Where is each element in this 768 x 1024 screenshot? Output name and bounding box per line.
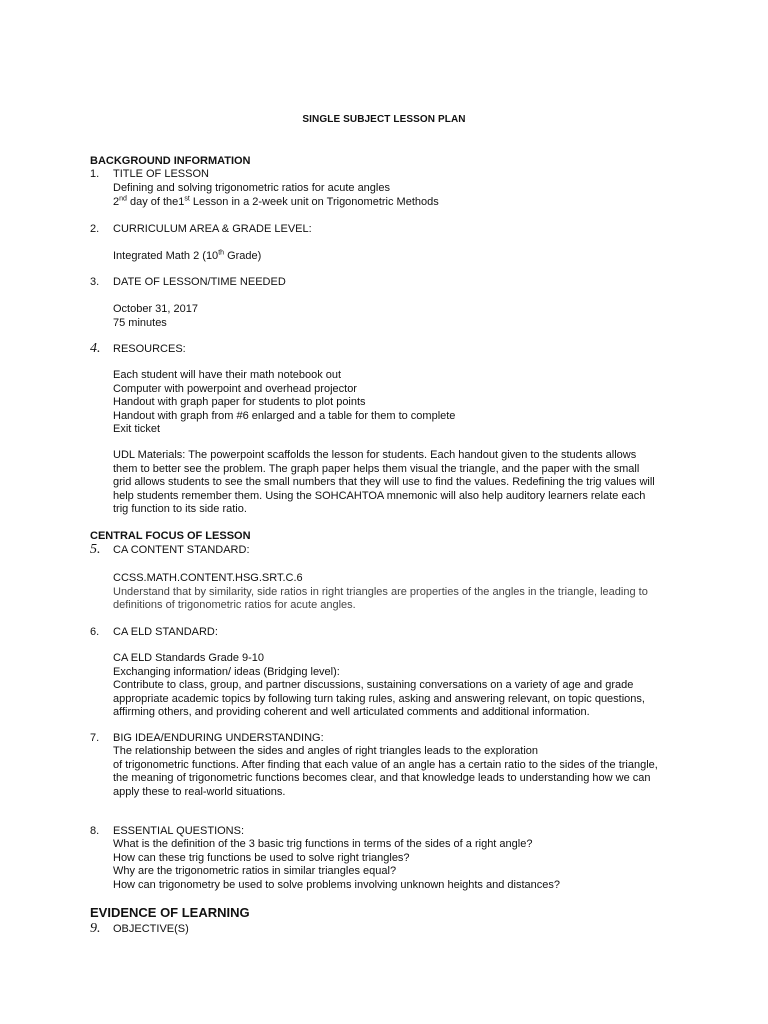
item-number-1: 1. (90, 168, 100, 180)
resource-item: Handout with graph paper for students to plot points (113, 396, 366, 408)
resource-item: Each student will have their math notebook out (113, 369, 342, 381)
paragraph-line: the meaning of trigonometric functions becomes clear, and that knowledge leads to understanding how we can (113, 772, 651, 784)
lesson-day-line (113, 196, 693, 210)
resource-item: Handout with graph from #6 enlarged and a table for them to complete (113, 409, 456, 422)
day-text: day of the1 (126, 195, 185, 208)
item-heading-objectives: OBJECTIVE(S) (113, 923, 189, 935)
standard-description-line: Understand that by similarity, side ratios in right triangles are properties of the angles in the triangle, leading to (113, 585, 648, 598)
udl-materials-paragraph (113, 449, 693, 517)
item-number-4: 4. (90, 341, 101, 356)
content-standard-text (113, 572, 693, 613)
date-text (113, 303, 693, 330)
paragraph-line: Contribute to class, group, and partner discussions, sustaining conversations on a variety of age and grade (113, 679, 634, 691)
item-number-3: 3. (90, 276, 100, 288)
essential-questions-list (113, 838, 693, 892)
paragraph-line: The relationship between the sides and angles of right triangles leads to the exploration (113, 745, 538, 757)
paragraph-line: trig function to its side ratio. (113, 503, 247, 515)
ordinal-suffix: st (184, 194, 190, 202)
question-item: Why are the trigonometric ratios in similar triangles equal? (113, 865, 397, 877)
item-heading-curriculum: CURRICULUM AREA & GRADE LEVEL: (113, 223, 312, 235)
item-heading-eld-standard: CA ELD STANDARD: (113, 626, 218, 638)
section-heading-evidence: EVIDENCE OF LEARNING (90, 905, 250, 920)
paragraph-line: CA ELD Standards Grade 9-10 (113, 652, 265, 664)
paragraph-line: Exchanging information/ ideas (Bridging level): (113, 665, 340, 678)
item-number-9: 9. (90, 921, 101, 936)
lesson-title-text (113, 182, 693, 209)
duration-line: 75 minutes (113, 316, 167, 329)
eld-standard-text (113, 652, 693, 720)
question-item: What is the definition of the 3 basic trig functions in terms of the sides of a right angle? (113, 838, 533, 850)
item-number-6: 6. (90, 626, 100, 638)
grade-text: Grade) (224, 250, 262, 262)
resources-list (113, 369, 693, 437)
section-heading-background: BACKGROUND INFORMATION (90, 155, 251, 167)
paragraph-line: help students remember them. Using the SOHCAHTOA mnemonic will also help auditory learners relate each (113, 489, 646, 502)
ordinal-suffix: th (218, 249, 225, 257)
question-item: How can these trig functions be used to solve right triangles? (113, 851, 410, 864)
item-number-8: 8. (90, 825, 100, 837)
curriculum-text (113, 250, 693, 264)
unit-text: Lesson in a 2-week unit on Trigonometric Methods (189, 195, 439, 208)
paragraph-line: them to better see the problem. The graph paper helps them visual the triangle, and the paper with the small (113, 462, 640, 475)
item-heading-content-standard: CA CONTENT STANDARD: (113, 544, 250, 556)
paragraph-line: of trigonometric functions. After finding that each value of an angle has a certain ratio to the sides of the triangle, (113, 758, 658, 771)
item-heading-resources: RESOURCES: (113, 343, 186, 355)
item-heading-essential-questions: ESSENTIAL QUESTIONS: (113, 825, 245, 837)
item-number-2: 2. (90, 223, 100, 235)
document-title: SINGLE SUBJECT LESSON PLAN (302, 114, 466, 125)
ordinal-suffix: nd (119, 194, 127, 202)
resource-item: Computer with powerpoint and overhead projector (113, 382, 357, 395)
item-number-5: 5. (90, 542, 101, 557)
item-number-7: 7. (90, 732, 100, 744)
question-item: How can trigonometry be used to solve problems involving unknown heights and distances? (113, 878, 560, 891)
date-line: October 31, 2017 (113, 303, 199, 315)
item-heading-title-of-lesson: TITLE OF LESSON (113, 168, 209, 180)
section-heading-central-focus: CENTRAL FOCUS OF LESSON (90, 530, 251, 542)
lesson-title-line: Defining and solving trigonometric ratios for acute angles (113, 182, 390, 194)
resource-item: Exit ticket (113, 423, 161, 435)
paragraph-line: UDL Materials: The powerpoint scaffolds the lesson for students. Each handout given to the students allows (113, 449, 637, 461)
paragraph-line: grid allows students to see the small numbers that they will use to find the values. Redefining the trig values will (113, 476, 655, 488)
paragraph-line: apply these to real-world situations. (113, 785, 286, 798)
item-heading-big-idea: BIG IDEA/ENDURING UNDERSTANDING: (113, 732, 324, 744)
day-number: 2 (113, 195, 120, 208)
big-idea-text (113, 745, 693, 799)
paragraph-line: affirming others, and providing coherent and well articulated comments and additional information. (113, 706, 590, 718)
item-heading-date: DATE OF LESSON/TIME NEEDED (113, 276, 286, 288)
paragraph-line: appropriate academic topics by following turn taking rules, asking and answering relevant, on topic questions, (113, 692, 645, 705)
standard-code: CCSS.MATH.CONTENT.HSG.SRT.C.6 (113, 572, 303, 584)
curriculum-line (113, 250, 693, 264)
standard-description-line: definitions of trigonometric ratios for acute angles. (113, 599, 356, 611)
course-text: Integrated Math 2 (10 (113, 250, 219, 262)
